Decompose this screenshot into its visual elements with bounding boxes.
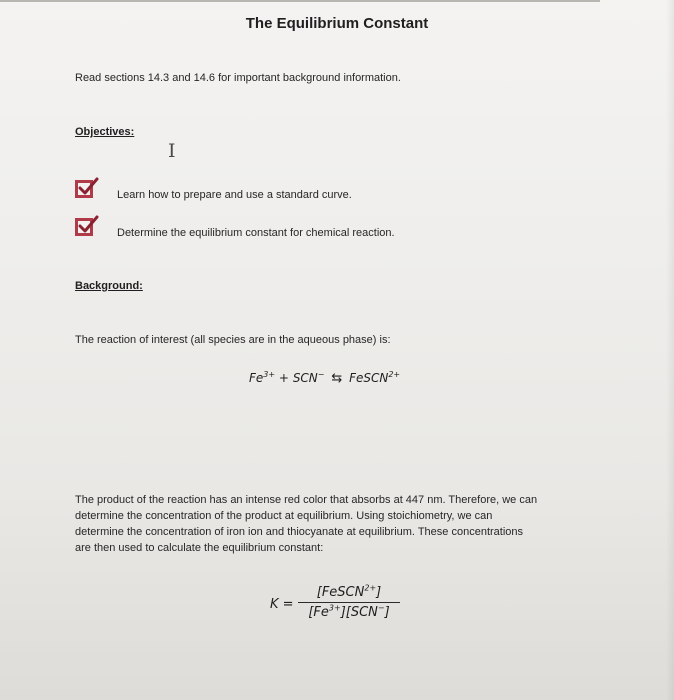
objective-label: Determine the equilibrium constant for chemical reaction.: [117, 227, 395, 239]
intro-text: Read sections 14.3 and 14.6 for important background information.: [75, 72, 401, 84]
objectives-heading: Objectives:: [75, 126, 135, 138]
k-fraction: [298, 585, 400, 620]
objective-checkbox[interactable]: [75, 218, 93, 236]
denominator-iron: [Fe: [308, 605, 329, 620]
reactant-thiocyanate: SCN: [292, 371, 318, 385]
denominator-iron-charge: 3+: [328, 603, 341, 613]
background-paragraph: [75, 492, 615, 556]
reactant-iron: Fe: [249, 371, 264, 385]
checkmark-icon: [77, 215, 99, 237]
page-edge-shadow: [666, 0, 674, 700]
denominator-thiocyanate: ][SCN: [340, 605, 378, 620]
page-top-border: [0, 0, 600, 2]
product-complex-charge: 2+: [388, 370, 401, 379]
numerator-bracket: ]: [376, 585, 382, 600]
paragraph-line: are then used to calculate the equilibrium constant:: [75, 542, 324, 554]
equilibrium-arrow-icon: ⇆: [331, 371, 343, 386]
denominator-bracket: ]: [384, 605, 390, 620]
reaction-intro-text: The reaction of interest (all species are in the aqueous phase) is:: [75, 334, 391, 346]
objective-label: Learn how to prepare and use a standard curve.: [117, 189, 352, 201]
reaction-equation: [249, 371, 400, 386]
objective-checkbox[interactable]: [75, 180, 93, 198]
numerator-species: [FeSCN: [316, 585, 365, 600]
product-complex: FeSCN: [349, 371, 389, 385]
background-heading: Background:: [75, 280, 143, 292]
denominator-thiocyanate-charge: −: [377, 603, 385, 613]
text-cursor-icon: I: [168, 140, 176, 162]
page-title: The Equilibrium Constant: [245, 15, 429, 32]
numerator-charge: 2+: [364, 583, 377, 593]
k-lhs: K =: [270, 597, 294, 612]
reactant-thiocyanate-charge: −: [317, 370, 325, 379]
paragraph-line: determine the concentration of the product at equilibrium. Using stoichiometry, we can: [75, 510, 493, 522]
reactant-iron-charge: 3+: [263, 370, 276, 379]
plus-sign: +: [278, 371, 289, 385]
k-denominator: [298, 603, 400, 620]
checkmark-icon: [77, 177, 99, 199]
paragraph-line: determine the concentration of iron ion and thiocyanate at equilibrium. These concentrations: [75, 526, 524, 538]
k-numerator: [298, 585, 400, 602]
paragraph-line: The product of the reaction has an intense red color that absorbs at 447 nm. Therefore, we can: [75, 494, 538, 506]
